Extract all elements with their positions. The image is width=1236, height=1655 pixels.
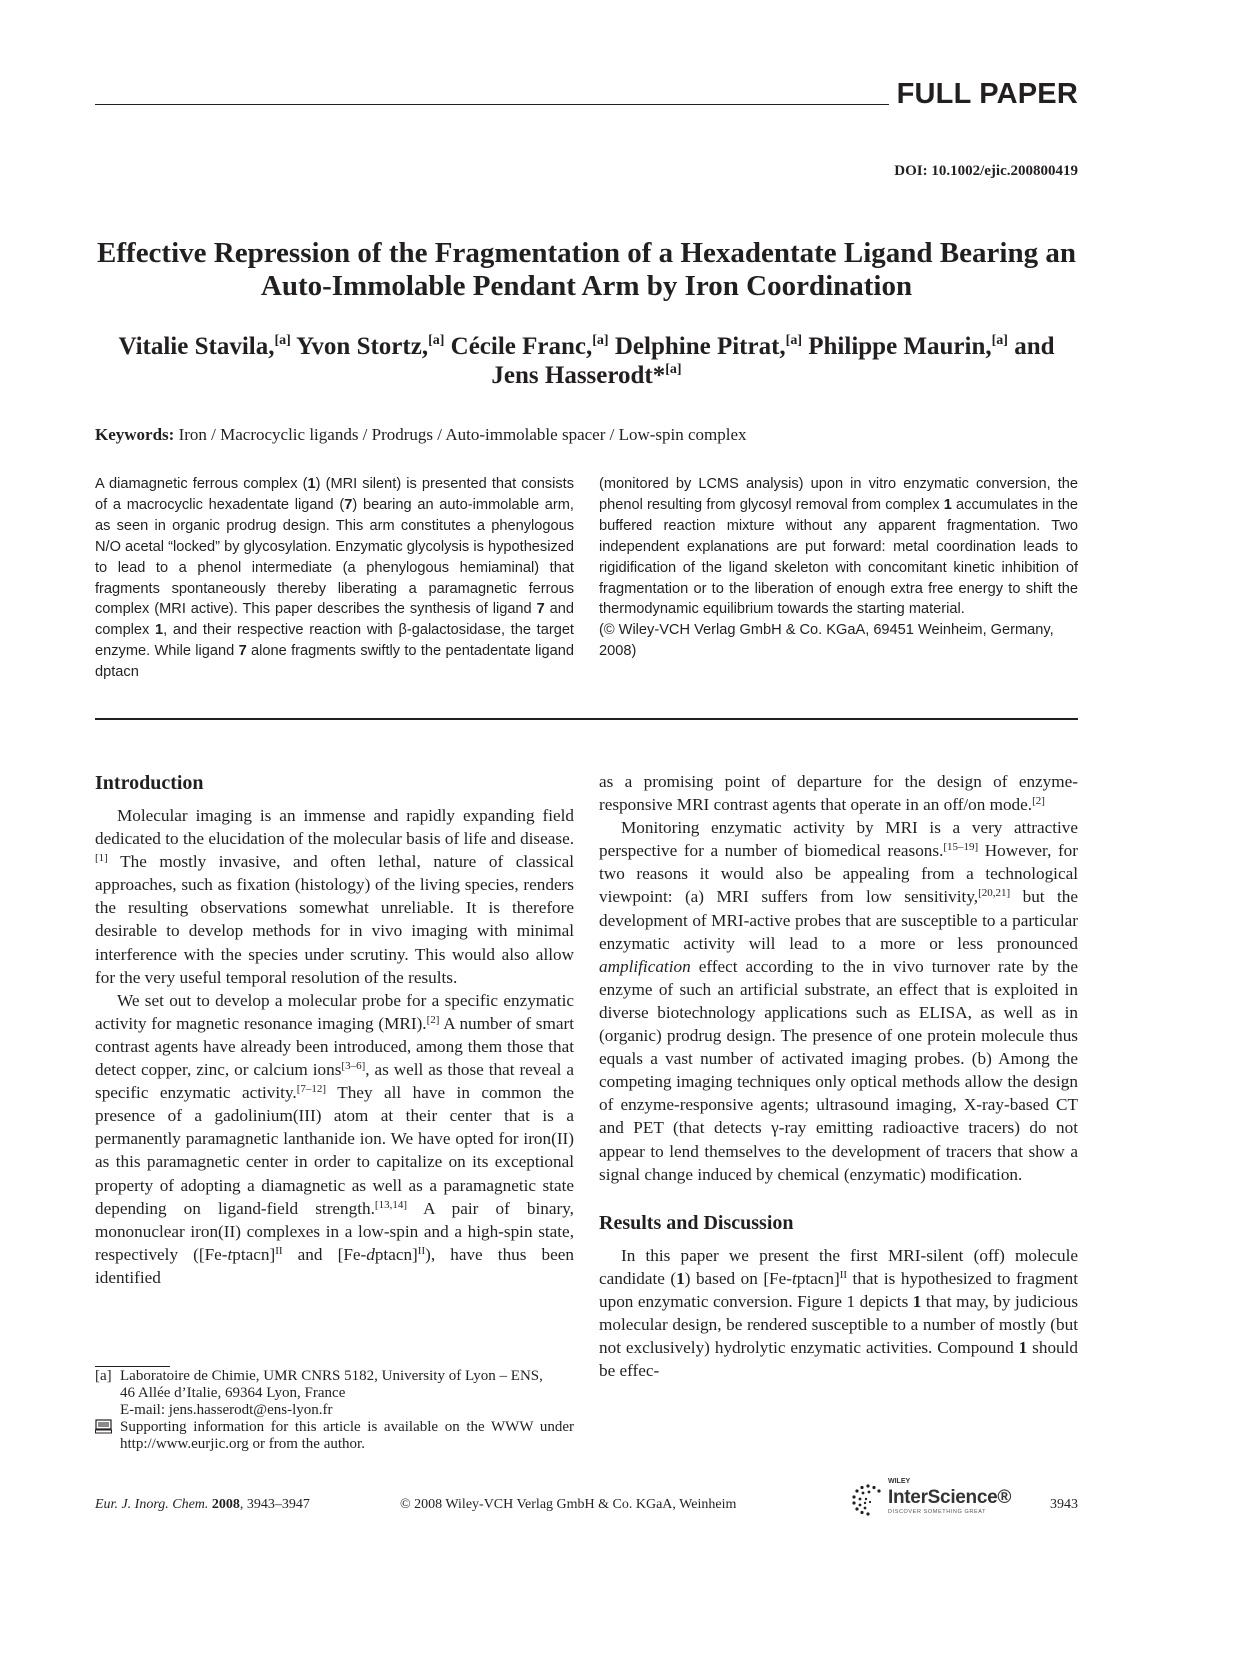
text: Monitoring enzymatic activity by MRI is a very attractive perspective for a number of biomedical reasons.	[599, 818, 1078, 861]
compound-number: 7	[536, 601, 545, 618]
affiliation-email: E-mail: jens.hasserodt@ens-lyon.fr	[120, 1402, 333, 1418]
affiliation-line: 46 Allée d’Italie, 69364 Lyon, France	[120, 1385, 346, 1401]
wiley-interscience-logo	[850, 1478, 1010, 1520]
keywords-label: Keywords:	[95, 425, 175, 444]
affiliation-mark: [a]	[428, 333, 445, 348]
abstract-text: (monitored by LCMS analysis) upon in vitro enzymatic conversion, the phenol resulting from glycosyl removal from complex	[599, 476, 1078, 513]
compound-number: 1	[307, 476, 316, 492]
abstract-text: alone fragments swiftly to the pentadentate ligand dptacn	[95, 643, 574, 681]
affiliation-mark: [a]	[274, 333, 291, 348]
abstract-text: A diamagnetic ferrous complex (	[95, 476, 308, 492]
paragraph	[95, 804, 574, 989]
logo-wiley-text: WILEY	[888, 1478, 911, 1485]
compound-number: 1	[155, 622, 164, 639]
text: , as well as those that reveal a specific enzymatic activity.	[95, 1060, 574, 1103]
emphasis: amplification	[599, 956, 691, 976]
compound-number: 7	[238, 643, 247, 660]
paragraph	[599, 770, 1078, 816]
paragraph	[599, 816, 1078, 1186]
abstract-right-column	[599, 474, 1078, 662]
title-line-1: Effective Repression of the Fragmentation of a Hexadentate Ligand Bearing an	[97, 237, 1076, 269]
body-left-column	[95, 770, 574, 1289]
text: A pair of binary, mononuclear iron(II) complexes in a low-spin and a high-spin state, respectively ([Fe-	[95, 1198, 574, 1264]
abstract-text: ) (MRI silent) is presented that consists of a macrocyclic hexadentate ligand (	[95, 476, 574, 513]
section-heading-results: Results and Discussion	[599, 1211, 794, 1234]
italic-prefix: t	[791, 1268, 797, 1288]
citation: [13,14]	[374, 1198, 407, 1211]
text: as a promising point of departure for the design of enzyme-responsive MRI contrast agents that operate in an off/on mode.	[599, 772, 1078, 815]
citation: [3–6]	[341, 1060, 366, 1073]
text: ptacn]	[232, 1244, 276, 1264]
affiliation-mark: [a]	[785, 333, 802, 348]
author-line-1	[95, 332, 1078, 361]
computer-monitor-icon-svg	[95, 1419, 112, 1434]
keywords	[95, 425, 1078, 445]
author: Delphine Pitrat,	[608, 333, 786, 360]
text: but the development of MRI-active probes that are susceptible to a particular enzymatic activity will lead to a more or less pronounced	[599, 887, 1078, 953]
doi-text: DOI: 10.1002/ejic.200800419	[894, 163, 1078, 179]
text: However, for two reasons it would also be appealing from a technological viewpoint: (a) MRI suffers from low sensitivity,	[599, 841, 1078, 907]
text: Molecular imaging is an immense and rapidly expanding field dedicated to the elucidation of the molecular basis of life and disease.	[95, 806, 574, 849]
text: and [Fe-	[282, 1244, 367, 1264]
doi	[894, 163, 1078, 180]
supporting-info-text: Supporting information for this article is available on the WWW under http://www.eurjic.org or from the author.	[120, 1419, 574, 1452]
footer-copyright: © 2008 Wiley-VCH Verlag GmbH & Co. KGaA, Weinheim	[400, 1497, 737, 1512]
text: that is hypothesized to fragment upon enzymatic conversion. Figure 1 depicts	[599, 1268, 1078, 1311]
affiliation-footnote	[95, 1368, 574, 1419]
oxidation-state: II	[839, 1268, 848, 1281]
affiliation-mark: [a]	[665, 362, 682, 377]
footnote-rule	[95, 1366, 170, 1367]
computer-monitor-icon	[95, 1419, 120, 1453]
citation: [15–19]	[943, 841, 979, 854]
abstract-left-column	[95, 474, 574, 683]
italic-prefix: t	[227, 1244, 233, 1264]
journal-year: 2008	[208, 1497, 240, 1512]
section-heading-introduction: Introduction	[95, 772, 204, 794]
keywords-list: Iron / Macrocyclic ligands / Prodrugs / Auto-immolable spacer / Low-spin complex	[174, 425, 747, 444]
abstract-text: ) bearing an auto-immolable arm, as seen in organic prodrug design. This arm constitutes a phenylogous N/O acetal “locked” by glycosylation. Enzymatic glycolysis is hypothesized to lead to a phenol intermediate (a phenylogous hemiaminal) that fragments spontaneously thereby liberating a paramagnetic ferrous complex (MRI active). This paper describes the synthesis of ligand	[95, 496, 574, 618]
supporting-info-footnote	[95, 1419, 574, 1453]
text: We set out to develop a molecular probe for a specific enzymatic activity for magnetic resonance imaging (MRI).	[95, 990, 574, 1033]
footnotes	[95, 1368, 574, 1453]
compound-number: 1	[1018, 1338, 1028, 1358]
citation: [7–12]	[296, 1083, 327, 1096]
abstract-rule	[95, 718, 1078, 720]
corresponding-author: Jens Hasserodt*	[491, 362, 666, 389]
paper-title	[95, 237, 1078, 303]
oxidation-state: II	[275, 1244, 283, 1257]
interscience-globe-icon	[850, 1482, 886, 1518]
citation: [1]	[95, 852, 108, 865]
text: should be effec-	[599, 1338, 1078, 1381]
journal-name: Eur. J. Inorg. Chem.	[95, 1497, 209, 1512]
affiliation-mark: [a]	[991, 333, 1008, 348]
header-rule	[95, 104, 889, 105]
logo-interscience-text: InterScience®	[888, 1487, 1012, 1508]
paragraph	[599, 1244, 1078, 1383]
logo-tagline: DISCOVER SOMETHING GREAT	[888, 1509, 987, 1515]
author-list	[95, 332, 1078, 390]
citation: [2]	[426, 1013, 440, 1026]
section-gap	[599, 1186, 1078, 1210]
text: A number of smart contrast agents have already been introduced, among them those that detect copper, zinc, or calcium ions	[95, 1013, 574, 1080]
author: Vitalie Stavila,	[118, 333, 275, 360]
text: ptacn]	[374, 1244, 418, 1264]
compound-number: 1	[943, 496, 952, 513]
compound-number: 1	[912, 1291, 922, 1311]
page-number: 3943	[1050, 1497, 1078, 1512]
compound-number: 7	[344, 496, 353, 513]
text: They all have in common the presence of a gadolinium(III) atom at their center that is a permanently paramagnetic lanthanide ion. We have opted for iron(II) as this paramagnetic center in order to capitalize on its exceptional property of adopting a diamagnetic as well as a paramagnetic state depending on ligand-field strength.	[95, 1083, 574, 1218]
author-line-2	[95, 361, 1078, 390]
abstract-text: accumulates in the buffered reaction mixture without any apparent fragmentation. Two independent explanations are put forward: metal coordination leads to rigidification of the ligand skeleton with concomitant kinetic inhibition of fragmentation or to the liberation of enough extra free energy to shift the thermodynamic equilibrium towards the starting material.	[599, 496, 1078, 618]
abstract-text: and complex	[95, 601, 574, 639]
author: Yvon Stortz,	[290, 333, 429, 360]
text: In this paper we present the first MRI-silent (off) molecule candidate (	[599, 1245, 1078, 1288]
affiliation-footnote-mark: [a]	[95, 1368, 112, 1384]
abstract-text: , and their respective reaction with β-galactosidase, the target enzyme. While ligand	[95, 622, 574, 660]
oxidation-state: II	[417, 1244, 426, 1257]
body-right-column	[599, 770, 1078, 1382]
affiliation-footnote-text	[120, 1368, 574, 1419]
author: Philippe Maurin,	[802, 333, 992, 360]
journal-pages: , 3943–3947	[239, 1497, 310, 1512]
text: ), have thus been identified	[95, 1244, 574, 1287]
citation: [2]	[1032, 795, 1045, 808]
italic-prefix: d	[366, 1244, 375, 1264]
abstract-copyright: (© Wiley-VCH Verlag GmbH & Co. KGaA, 69451 Weinheim, Germany, 2008)	[599, 622, 1054, 660]
author-and: and	[1007, 333, 1055, 360]
title-line-2: Auto-Immolable Pendant Arm by Iron Coordination	[260, 270, 913, 302]
affiliation-line: Laboratoire de Chimie, UMR CNRS 5182, University of Lyon – ENS,	[120, 1368, 543, 1384]
text: effect according to the in vivo turnover rate by the enzyme of such an artificial substrate, an effect that is exploited in diverse biotechnology applications such as ELISA, as well as in (organic) prodrug design. The presence of one protein molecule thus equals a vast number of activated imaging probes. (b) Among the competing imaging techniques only optical methods allow the design of enzyme-responsive agents; ultrasound imaging, X-ray-based CT and PET (that detects γ-ray emitting radioactive tracers) do not appear to lend themselves to the development of tracers that show a signal change induced by chemical (enzymatic) modification.	[599, 956, 1078, 1184]
compound-number: 1	[676, 1268, 685, 1288]
paragraph	[95, 989, 574, 1289]
text: The mostly invasive, and often lethal, nature of classical approaches, such as fixation (histology) of the living species, renders the resulting observations somewhat unreliable. It is therefore desirable to develop methods for in vivo imaging with minimal interference with the species under scrutiny. This would also allow for the very useful temporal resolution of the results.	[95, 852, 574, 987]
text: ) based on [Fe-	[684, 1268, 792, 1288]
text: that may, by judicious molecular design, be rendered susceptible to a number of mostly (but not exclusively) hydrolytic enzymatic activities. Compound	[599, 1291, 1079, 1358]
author: Cécile Franc,	[444, 333, 593, 360]
text: ptacn]	[796, 1268, 840, 1288]
citation: [20,21]	[978, 887, 1011, 900]
footer-citation	[95, 1497, 310, 1513]
affiliation-mark: [a]	[592, 333, 609, 348]
section-label: FULL PAPER	[896, 78, 1078, 110]
